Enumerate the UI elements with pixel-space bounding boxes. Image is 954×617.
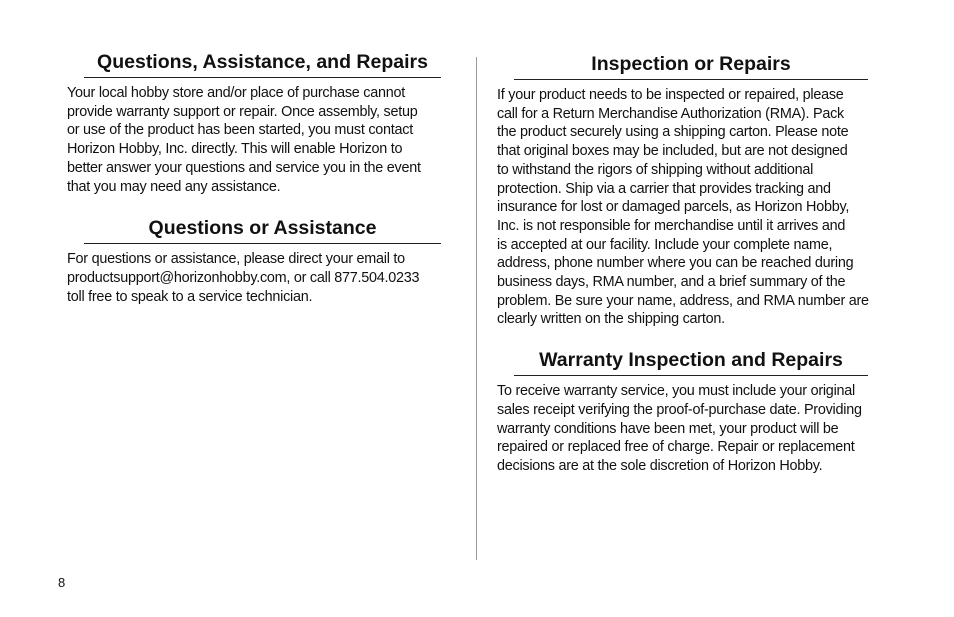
left-column — [67, 50, 459, 306]
section-heading-inspection-or-repairs: Inspection or Repairs — [514, 52, 868, 80]
section-heading-questions-or-assistance: Questions or Assistance — [84, 216, 441, 244]
section-body-warranty-inspection-and-repairs: To receive warranty service, you must include your original sales receipt verifying the proof-of-purchase date. Providing warranty conditions have been met, your product will be repaired or replaced free of charge. Repair or replacement decisions are at the sole discretion of Horizon Hobby. — [497, 383, 862, 474]
section-body-inspection-or-repairs: If your product needs to be inspected or repaired, please call for a Return Merchandise Authorization (RMA). Pack the product securely using a shipping carton. Please note that original boxes may be included, but are not designed to withstand the rigors of shipping without additional protection. Ship via a carrier that provides tracking and insurance for lost or damaged parcels, as Horizon Hobby, Inc. is not responsible for merchandise until it arrives and is accepted at our facility. Include your complete name, address, phone number where you can be reached during business days, RMA number, and a brief summary of the problem. Be sure your name, address, and RMA number are clearly written on the shipping carton. — [497, 87, 869, 328]
page-number: 8 — [58, 575, 66, 590]
section-body-questions-or-assistance: For questions or assistance, please direct your email to productsupport@horizonhobby.com, or call 877.504.0233 toll free to speak to a service technician. — [67, 251, 420, 305]
right-column — [497, 52, 899, 476]
section-body-questions-assistance-repairs: Your local hobby store and/or place of purchase cannot provide warranty support or repair. Once assembly, setup or use of the product has been started, you must contact Horizon Hobby, Inc. directly. This will enable Horizon to better answer your questions and service you in the event that you may need any assistance. — [67, 85, 421, 195]
section-spacer — [497, 329, 899, 348]
column-divider — [476, 57, 477, 560]
section-spacer — [67, 196, 459, 216]
section-heading-questions-assistance-repairs: Questions, Assistance, and Repairs — [84, 50, 441, 78]
section-heading-warranty-inspection-and-repairs: Warranty Inspection and Repairs — [514, 348, 868, 376]
